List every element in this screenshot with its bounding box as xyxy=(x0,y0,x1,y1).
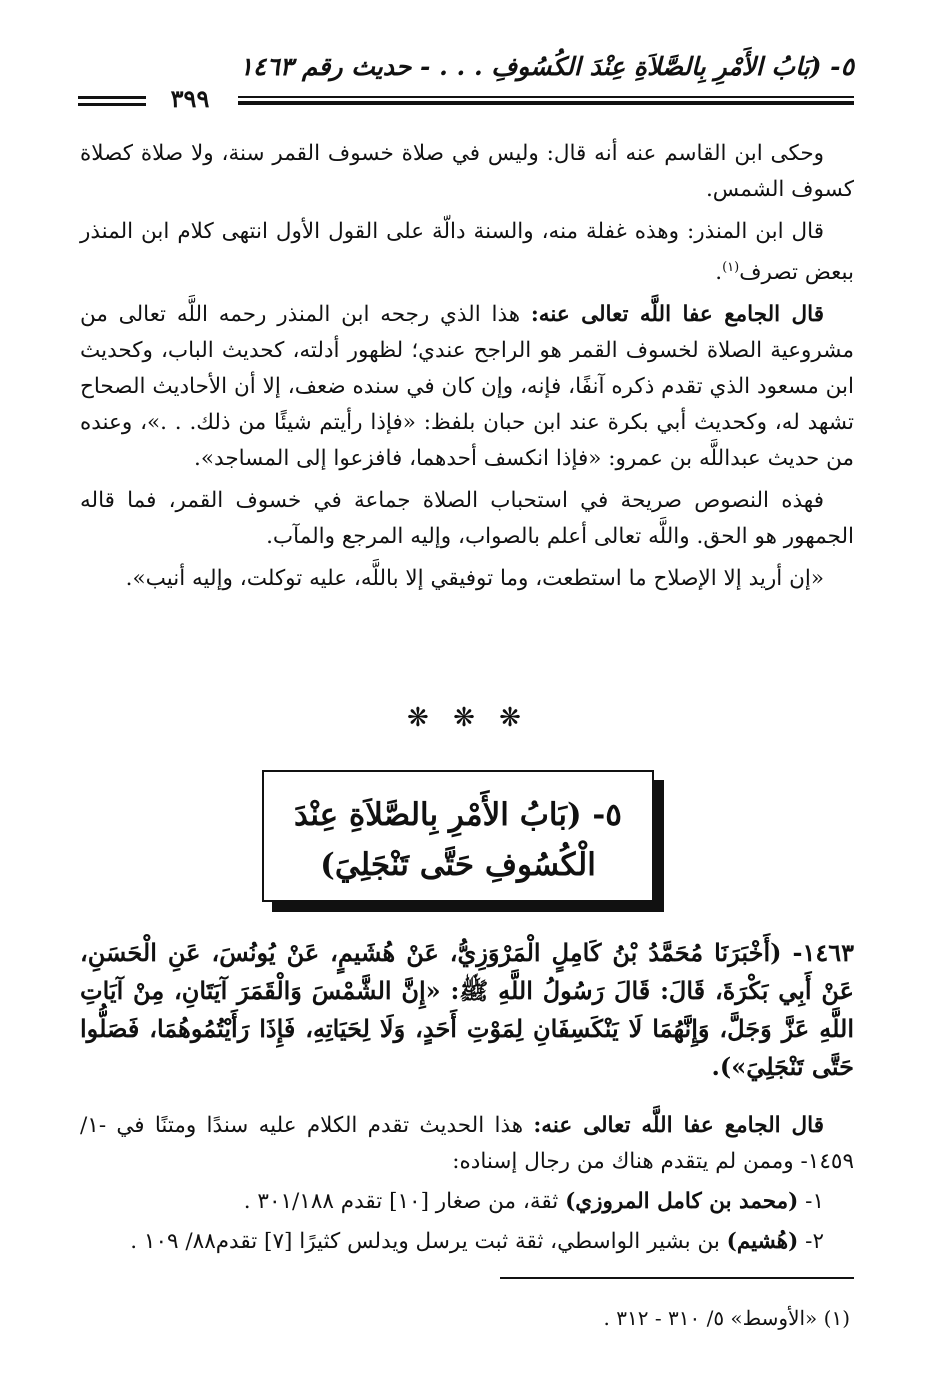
hadith-paragraph: ١٤٦٣- (أَخْبَرَنَا مُحَمَّدُ بْنُ كَامِلٍ الْمَرْوَزِيُّ، عَنْ هُشَيمٍ، عَنْ يُونُسَ، عَنِ الْحَسَنِ، عَنْ أَبِي بَكْرَةَ، قَالَ: قَالَ رَسُولُ اللَّهِ ﷺ: «إِنَّ الشَّمْسَ وَالْقَمَرَ آيَتَانِ، مِنْ آيَاتِ اللَّهِ عَزَّ وَجَلَّ، وَإِنَّهُمَا لَا يَنْكَسِفَانِ لِمَوْتِ أَحَدٍ، وَلَا لِحَيَاتِهِ، فَإِذَا رَأَيْتُمُوهُمَا، فَصَلُّوا حَتَّى تَنْجَلِيَ»). xyxy=(80,938,854,1081)
commentary-intro-text: هذا الحديث تقدم الكلام عليه سندًا ومتنًا في -١/ ١٤٥٩- وممن لم يتقدم هناك من رجال إسناده: xyxy=(80,1113,854,1174)
paragraph-3 xyxy=(80,297,854,477)
footnote: (١) «الأوسط» ٥/ ٣١٠ - ٣١٢ . xyxy=(603,1306,850,1330)
hadith-text xyxy=(80,934,854,1086)
chapter-title-box xyxy=(262,770,654,902)
narrator-1-name: (محمد بن كامل المروزي) xyxy=(565,1189,799,1214)
narrator-2-number: ٢- xyxy=(798,1229,824,1254)
narrator-2-name: (هُشيم) xyxy=(726,1229,799,1254)
narrator-1 xyxy=(80,1184,854,1220)
page-number: ٣٩٩ xyxy=(170,84,210,113)
paragraph-1: وحكى ابن القاسم عنه أنه قال: وليس في صلاة خسوف القمر سنة، ولا صلاة كصلاة كسوف الشمس. xyxy=(80,141,854,202)
page-number-rule-bottom xyxy=(78,103,146,106)
paragraph-4: فهذه النصوص صريحة في استحباب الصلاة جماعة في خسوف القمر، فما قاله الجمهور هو الحق. واللَّه تعالى أعلم بالصواب، وإليه المرجع والمآب. xyxy=(80,488,854,550)
narrator-1-text: ثقة، من صغار [١٠] تقدم ٣٠١/١٨٨ . xyxy=(243,1189,566,1214)
header-rule-thin xyxy=(238,96,854,98)
chapter-title-line-1: ٥- (بَابُ الأَمْرِ بِالصَّلاَةِ عِنْدَ xyxy=(294,797,622,833)
header-rule-thick xyxy=(238,101,854,105)
footnote-rule xyxy=(500,1277,854,1279)
paragraph-2: قال ابن المنذر: وهذه غفلة منه، والسنة دالّة على القول الأول انتهى كلام ابن المنذر ببعض تصرف$^{(١)}$. xyxy=(80,219,854,286)
paragraph-2-text: قال ابن المنذر: وهذه غفلة منه، والسنة دالّة على القول الأول انتهى كلام ابن المنذر ببعض تصرف xyxy=(80,219,854,286)
footnote-ref[interactable]: (١) xyxy=(722,260,740,275)
commentary-intro xyxy=(80,1108,854,1180)
narrator-2 xyxy=(80,1224,854,1260)
paragraph-5: «إن أريد إلا الإصلاح ما استطعت، وما توفيقي إلا باللَّه، عليه توكلت، وإليه أنيب». xyxy=(125,566,824,592)
page-number-rule-top xyxy=(78,96,146,99)
section-separator: ❋ ❋ ❋ xyxy=(407,703,529,733)
commentary-lead: قال الجامع عفا اللَّه تعالى عنه: xyxy=(533,1113,824,1138)
paragraph-3-text: هذا الذي رجحه ابن المنذر رحمه اللَّه تعالى من مشروعية الصلاة لخسوف القمر هو الراجح عندي؛ لظهور أدلته، كحديث الباب، وكحديث ابن مسعود الذي تقدم ذكره آنفًا، فإنه، وإن كان في سنده ضعف، إلا أن الأحاديث الصحاح تشهد له، وكحديث أبي بكرة عند ابن حبان بلفظ: «فإذا رأيتم شيئًا من ذلك. . .»، وعنده من حديث عبداللَّه بن عمرو: «فإذا انكسف أحدهما، فافزعوا إلى المساجد». xyxy=(80,302,854,472)
commentary xyxy=(80,1108,854,1264)
body-text xyxy=(80,136,854,603)
narrator-1-number: ١- xyxy=(798,1189,824,1214)
narrator-2-text: بن بشير الواسطي، ثقة ثبت يرسل ويدلس كثيرًا [٧] تقدم٨٨/ ١٠٩ . xyxy=(130,1229,727,1254)
running-head: ٥- (بَابُ الأَمْرِ بِالصَّلاَةِ عِنْدَ الكُسُوفِ . . . - حديث رقم ١٤٦٣ xyxy=(239,52,854,81)
author-lead: قال الجامع عفا اللَّه تعالى عنه: xyxy=(530,302,824,328)
chapter-title-line-2: الْكُسُوفِ حَتَّى تَنْجَلِيَ) xyxy=(320,847,596,883)
